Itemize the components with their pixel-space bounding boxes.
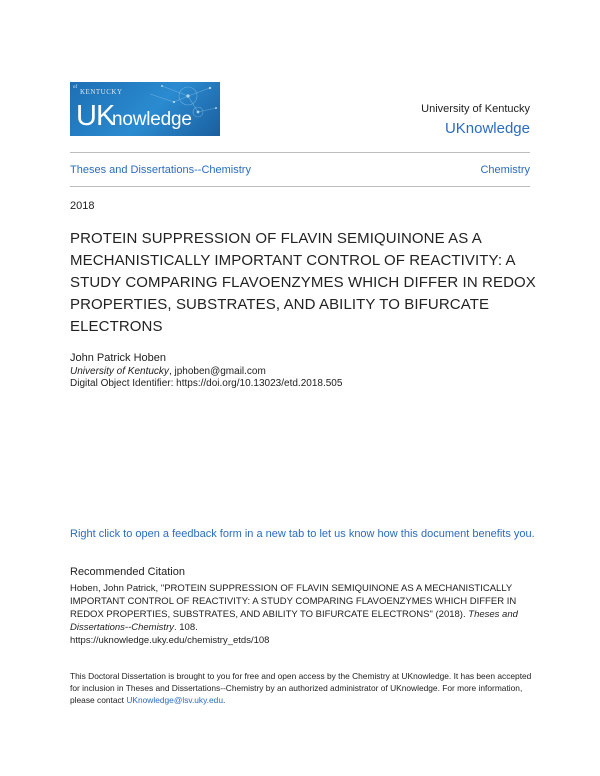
citation-heading: Recommended Citation — [70, 566, 185, 578]
uknowledge-logo[interactable] — [70, 82, 220, 136]
access-statement-end: . — [223, 695, 226, 705]
access-statement — [70, 670, 540, 706]
department-link[interactable]: Chemistry — [480, 164, 530, 176]
series-link[interactable]: Theses and Dissertations--Chemistry — [70, 164, 251, 176]
contact-email-link[interactable]: UKnowledge@lsv.uky.edu — [126, 695, 223, 705]
university-name: University of Kentucky — [421, 103, 530, 115]
citation-url: https://uknowledge.uky.edu/chemistry_etds/108 — [70, 635, 270, 646]
logo-knowledge-text: nowledge — [112, 109, 192, 130]
logo-kentucky-text: KENTUCKY — [80, 88, 123, 96]
document-title: PROTEIN SUPPRESSION OF FLAVIN SEMIQUINONE AS A MECHANISTICALLY IMPORTANT CONTROL OF REACTIVITY: A STUDY COMPARING FLAVOENZYMES WHICH DIFFER IN REDOX PROPERTIES, SUBSTRATES, AND ABILITY TO BIFURCATE ELECTRONS — [70, 230, 536, 335]
author-name: John Patrick Hoben — [70, 352, 166, 364]
doi-identifier: Digital Object Identifier: https://doi.org/10.13023/etd.2018.505 — [70, 378, 343, 389]
divider-top — [70, 152, 530, 153]
logo-of-text: of — [73, 85, 78, 90]
affiliation-name: University of Kentucky — [70, 366, 169, 377]
author-affiliation — [70, 366, 266, 377]
author-email: , jphoben@gmail.com — [168, 366, 266, 377]
citation-text — [70, 582, 540, 647]
access-statement-text: This Doctoral Dissertation is brought to you for free and open access by the Chemistry at UKnowledge. It has been accepted for inclusion in Theses and Dissertations--Chemistry by an authorized administrator of UKnowledge. For more information, please contact — [70, 671, 532, 705]
divider-bottom — [70, 186, 530, 187]
citation-main: Hoben, John Patrick, "PROTEIN SUPPRESSION OF FLAVIN SEMIQUINONE AS A MECHANISTICALLY IMPORTANT CONTROL OF REACTIVITY: A STUDY COMPARING FLAVOENZYMES WHICH DIFFER IN REDOX PROPERTIES, SUBSTRATES, AND ABILITY TO BIFURCATE ELECTRONS" (2018). — [70, 583, 517, 620]
citation-series: Theses and Dissertations--Chemistry — [70, 609, 518, 633]
citation-number: . 108. — [174, 622, 198, 633]
publication-year: 2018 — [70, 200, 95, 212]
feedback-link[interactable]: Right click to open a feedback form in a new tab to let us know how this document benefits you. — [70, 528, 535, 540]
logo-uk-text: UK — [76, 100, 115, 132]
repository-link[interactable]: UKnowledge — [444, 120, 530, 137]
